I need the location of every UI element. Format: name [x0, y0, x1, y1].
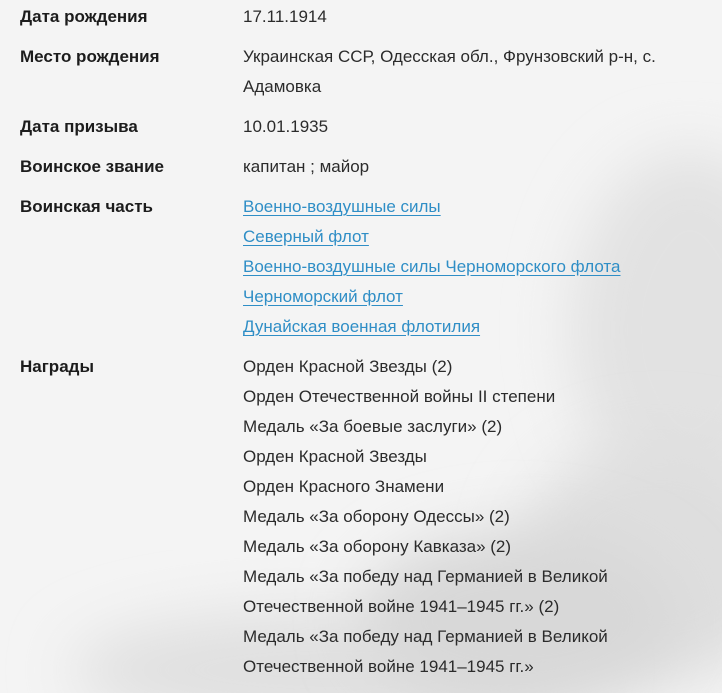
awards-list	[243, 352, 703, 682]
rank-text: капитан ; майор	[243, 157, 370, 176]
birth-date-label: Дата рождения	[20, 7, 148, 26]
award-item: Орден Красной Звезды (2)	[243, 357, 453, 376]
unit-link-black-sea-fleet[interactable]: Черноморский флот	[243, 287, 403, 306]
award-item: Медаль «За боевые заслуги» (2)	[243, 417, 503, 436]
award-item: Медаль «За победу над Германией в Великой	[243, 567, 608, 586]
award-item: Медаль «За победу над Германией в Великой	[243, 627, 608, 646]
birth-place-value	[243, 42, 703, 102]
unit-link-danube-flotilla[interactable]: Дунайская военная флотилия	[243, 317, 481, 336]
award-item: Орден Красного Знамени	[243, 477, 445, 496]
birth-place-line-2: Адамовка	[243, 77, 322, 96]
award-item: Орден Красной Звезды	[243, 447, 427, 466]
award-item: Орден Отечественной войны II степени	[243, 387, 556, 406]
military-unit-links	[243, 192, 703, 342]
unit-link-black-sea-fleet-air-force[interactable]: Военно-воздушные силы Черноморского флота	[243, 257, 621, 276]
draft-date-label: Дата призыва	[20, 117, 138, 136]
award-item-continuation: Отечественной войне 1941–1945 гг.» (2)	[243, 597, 560, 616]
birth-place-label: Место рождения	[20, 47, 160, 66]
rank-value	[243, 152, 703, 182]
award-item: Медаль «За оборону Одессы» (2)	[243, 507, 510, 526]
awards-label: Награды	[20, 357, 94, 376]
birth-place-line-1: Украинская ССР, Одесская обл., Фрунзовский р-н, с.	[243, 47, 656, 66]
draft-date-text: 10.01.1935	[243, 117, 329, 136]
birth-date-value	[243, 2, 703, 32]
award-item: Медаль «За оборону Кавказа» (2)	[243, 537, 512, 556]
unit-link-air-force[interactable]: Военно-воздушные силы	[243, 197, 441, 216]
rank-label: Воинское звание	[20, 157, 164, 176]
draft-date-value	[243, 112, 703, 142]
unit-link-northern-fleet[interactable]: Северный флот	[243, 227, 369, 246]
birth-date-text: 17.11.1914	[243, 7, 327, 26]
military-unit-label: Воинская часть	[20, 197, 153, 216]
award-item-continuation: Отечественной войне 1941–1945 гг.»	[243, 657, 534, 676]
